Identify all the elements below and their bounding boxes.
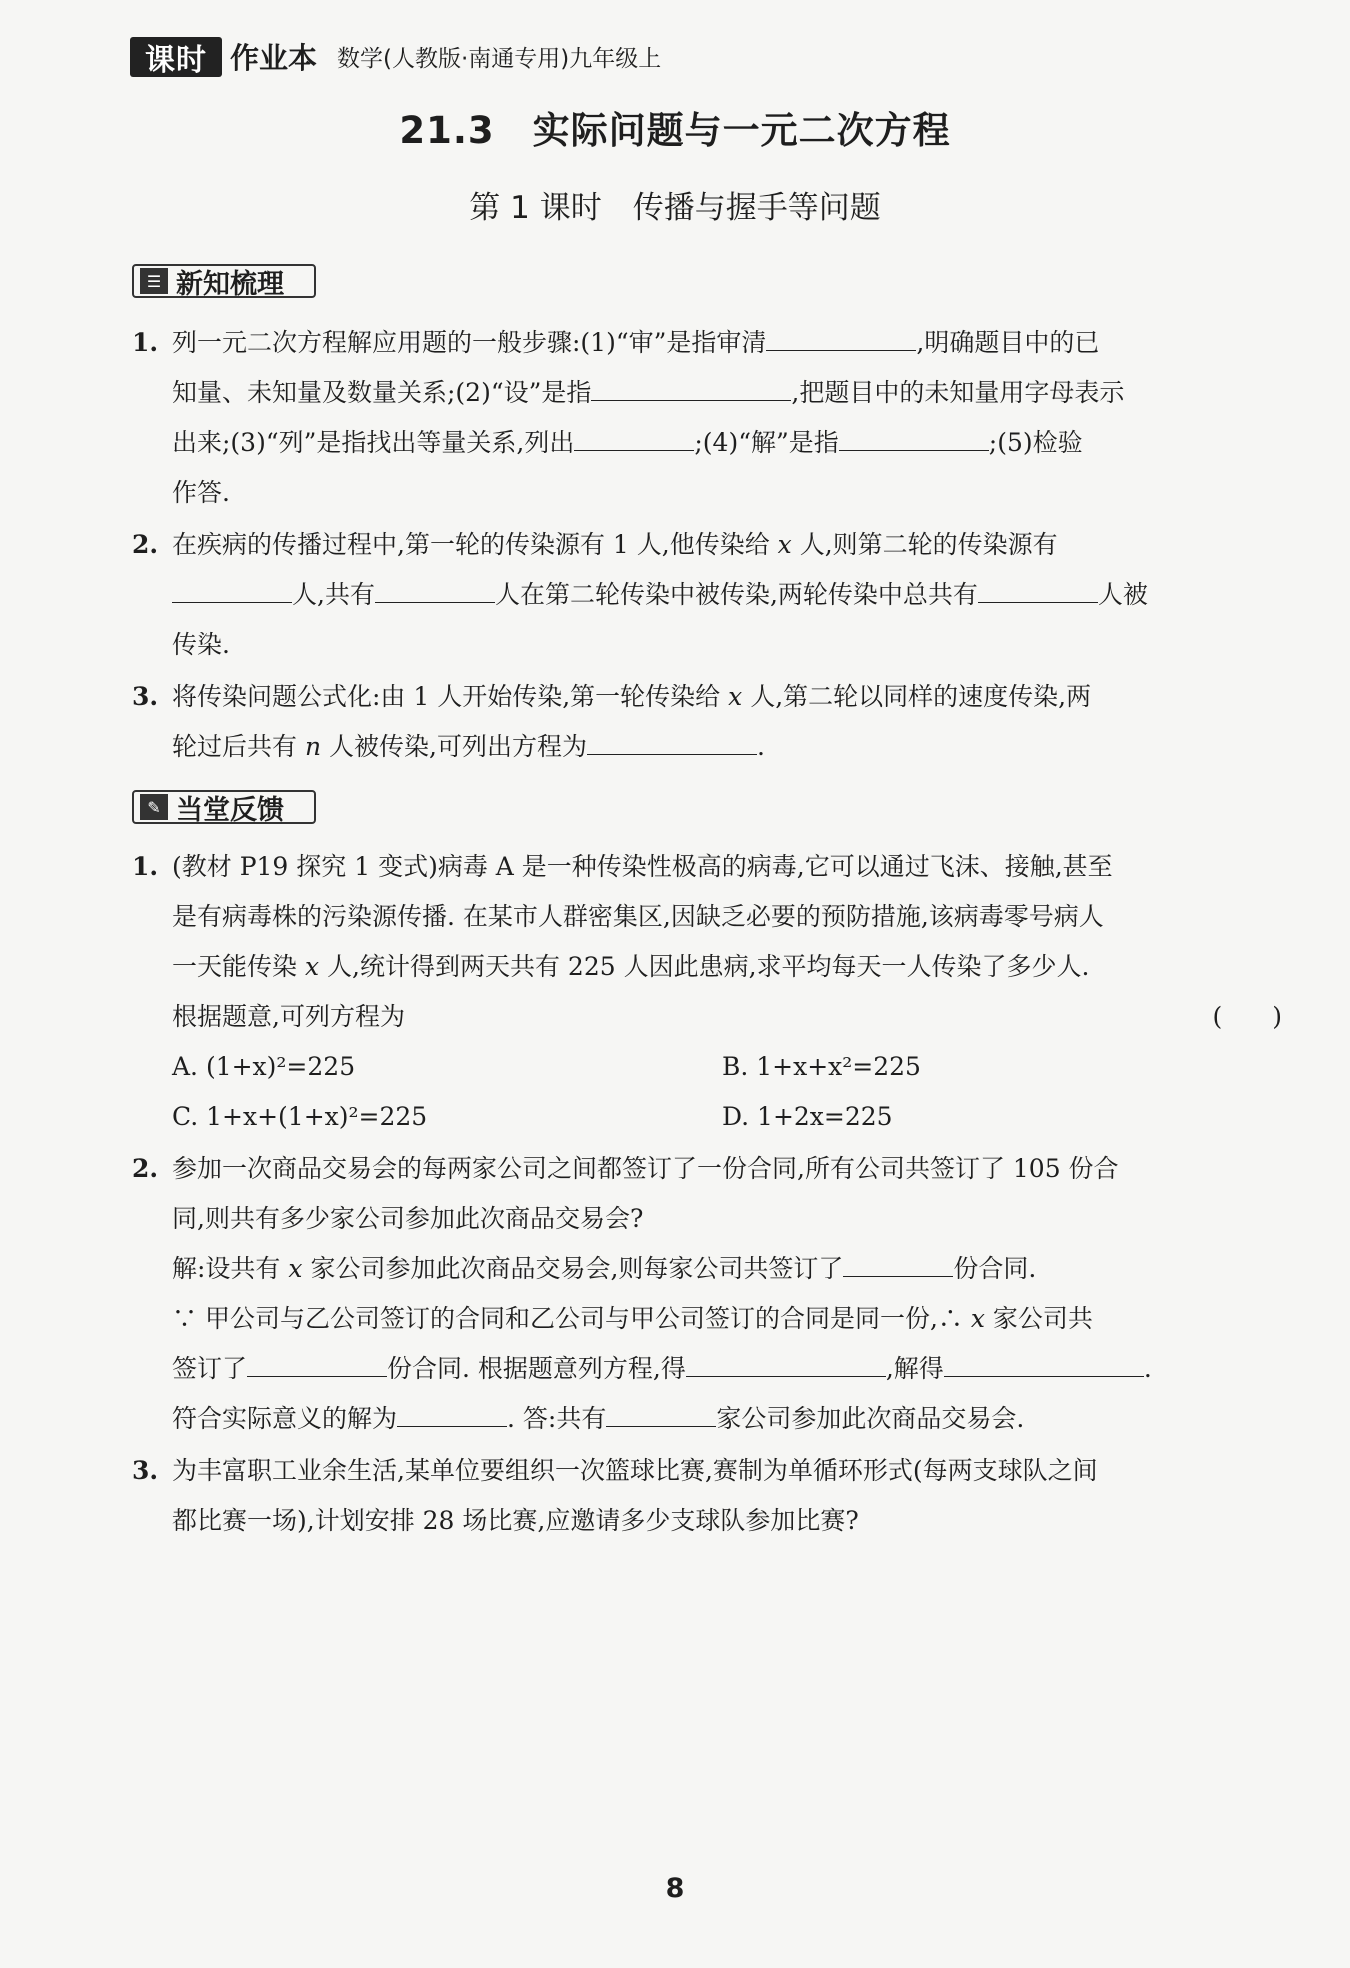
answer-blank[interactable] <box>978 572 1098 603</box>
page-number: 8 <box>665 1873 685 1904</box>
answer-blank[interactable] <box>944 1346 1144 1377</box>
answer-blank[interactable] <box>591 370 791 401</box>
answer-blank[interactable] <box>839 420 989 451</box>
lesson-subtitle: 第 1 课时 传播与握手等问题 <box>469 190 881 226</box>
answer-blank[interactable] <box>587 724 757 755</box>
section-new-knowledge: ☰ 新知梳理 <box>132 264 316 298</box>
feedback-question-1: 1. (教材 P19 探究 1 变式)病毒 A 是一种传染性极高的病毒,它可以通过飞沫、接触,甚至 是有病毒株的污染源传播. 在某市人群密集区,因缺乏必要的预防措施,该病毒零号病人 一天能传染 x 人,统计得到两天共有 225 人因此患病,求平均每天一人传染了多少人. 根据题意,可列方程为 ( ) A. (1+x)²=225 B. 1+x+x²=225 C. 1+x+(1+x)²=225 D. 1+2x=225 <box>132 842 1282 1142</box>
answer-blank[interactable] <box>397 1396 507 1427</box>
answer-blank[interactable] <box>574 420 694 451</box>
option-a[interactable]: A. (1+x)²=225 <box>172 1052 356 1081</box>
option-d[interactable]: D. 1+2x=225 <box>722 1102 893 1131</box>
notebook-icon: ☰ <box>140 268 168 294</box>
answer-blank[interactable] <box>247 1346 387 1377</box>
answer-blank[interactable] <box>606 1396 716 1427</box>
logo: 课时 <box>130 37 222 77</box>
option-b[interactable]: B. 1+x+x²=225 <box>722 1052 921 1081</box>
pencil-icon: ✎ <box>140 794 168 820</box>
answer-blank[interactable] <box>375 572 495 603</box>
page-title: 21.3 实际问题与一元二次方程 <box>399 109 951 152</box>
header <box>130 36 661 77</box>
subject-label: 数学(人教版·南通专用)九年级上 <box>337 46 662 72</box>
knowledge-question-2: 2. 在疾病的传播过程中,第一轮的传染源有 1 人,他传染给 x 人,则第二轮的传染源有 人,共有 人在第二轮传染中被传染,两轮传染中总共有 人被 传染. <box>132 530 1148 659</box>
answer-blank[interactable] <box>766 320 916 351</box>
knowledge-question-1: 1. 列一元二次方程解应用题的一般步骤:(1)“审”是指审清 ,明确题目中的已 知量、未知量及数量关系;(2)“设”是指 ,把题目中的未知量用字母表示 出来;(3)“列”是指找出等量关系,列出 ;(4)“解”是指 ;(5)检验 作答. <box>132 318 1282 518</box>
feedback-question-3: 3. 为丰富职工业余生活,某单位要组织一次篮球比赛,赛制为单循环形式(每两支球队之间 都比赛一场),计划安排 28 场比赛,应邀请多少支球队参加比赛? <box>132 1456 1098 1535</box>
section-feedback: ✎ 当堂反馈 <box>132 790 316 824</box>
option-c[interactable]: C. 1+x+(1+x)²=225 <box>172 1102 428 1131</box>
answer-blank[interactable] <box>686 1346 886 1377</box>
answer-blank[interactable] <box>172 572 292 603</box>
knowledge-question-3: 3. 将传染问题公式化:由 1 人开始传染,第一轮传染给 x 人,第二轮以同样的速度传染,两 轮过后共有 n 人被传染,可列出方程为 . <box>132 682 1092 761</box>
answer-blank[interactable] <box>843 1246 953 1277</box>
brand-name: 作业本 <box>230 41 318 75</box>
feedback-question-2: 2. 参加一次商品交易会的每两家公司之间都签订了一份合同,所有公司共签订了 105 份合 同,则共有多少家公司参加此次商品交易会? 解:设共有 x 家公司参加此次商品交易会,则每家公司共签订了 份合同. ∵ 甲公司与乙公司签订的合同和乙公司与甲公司签订的合同是同一份,∴ x 家公司共 签订了 份合同. 根据题意列方程,得 ,解得 . 符合实际意义的解为 . 答:共有 家公司参加此次商品交易会. <box>132 1154 1152 1433</box>
answer-parentheses[interactable]: ( ) <box>1212 1002 1282 1031</box>
